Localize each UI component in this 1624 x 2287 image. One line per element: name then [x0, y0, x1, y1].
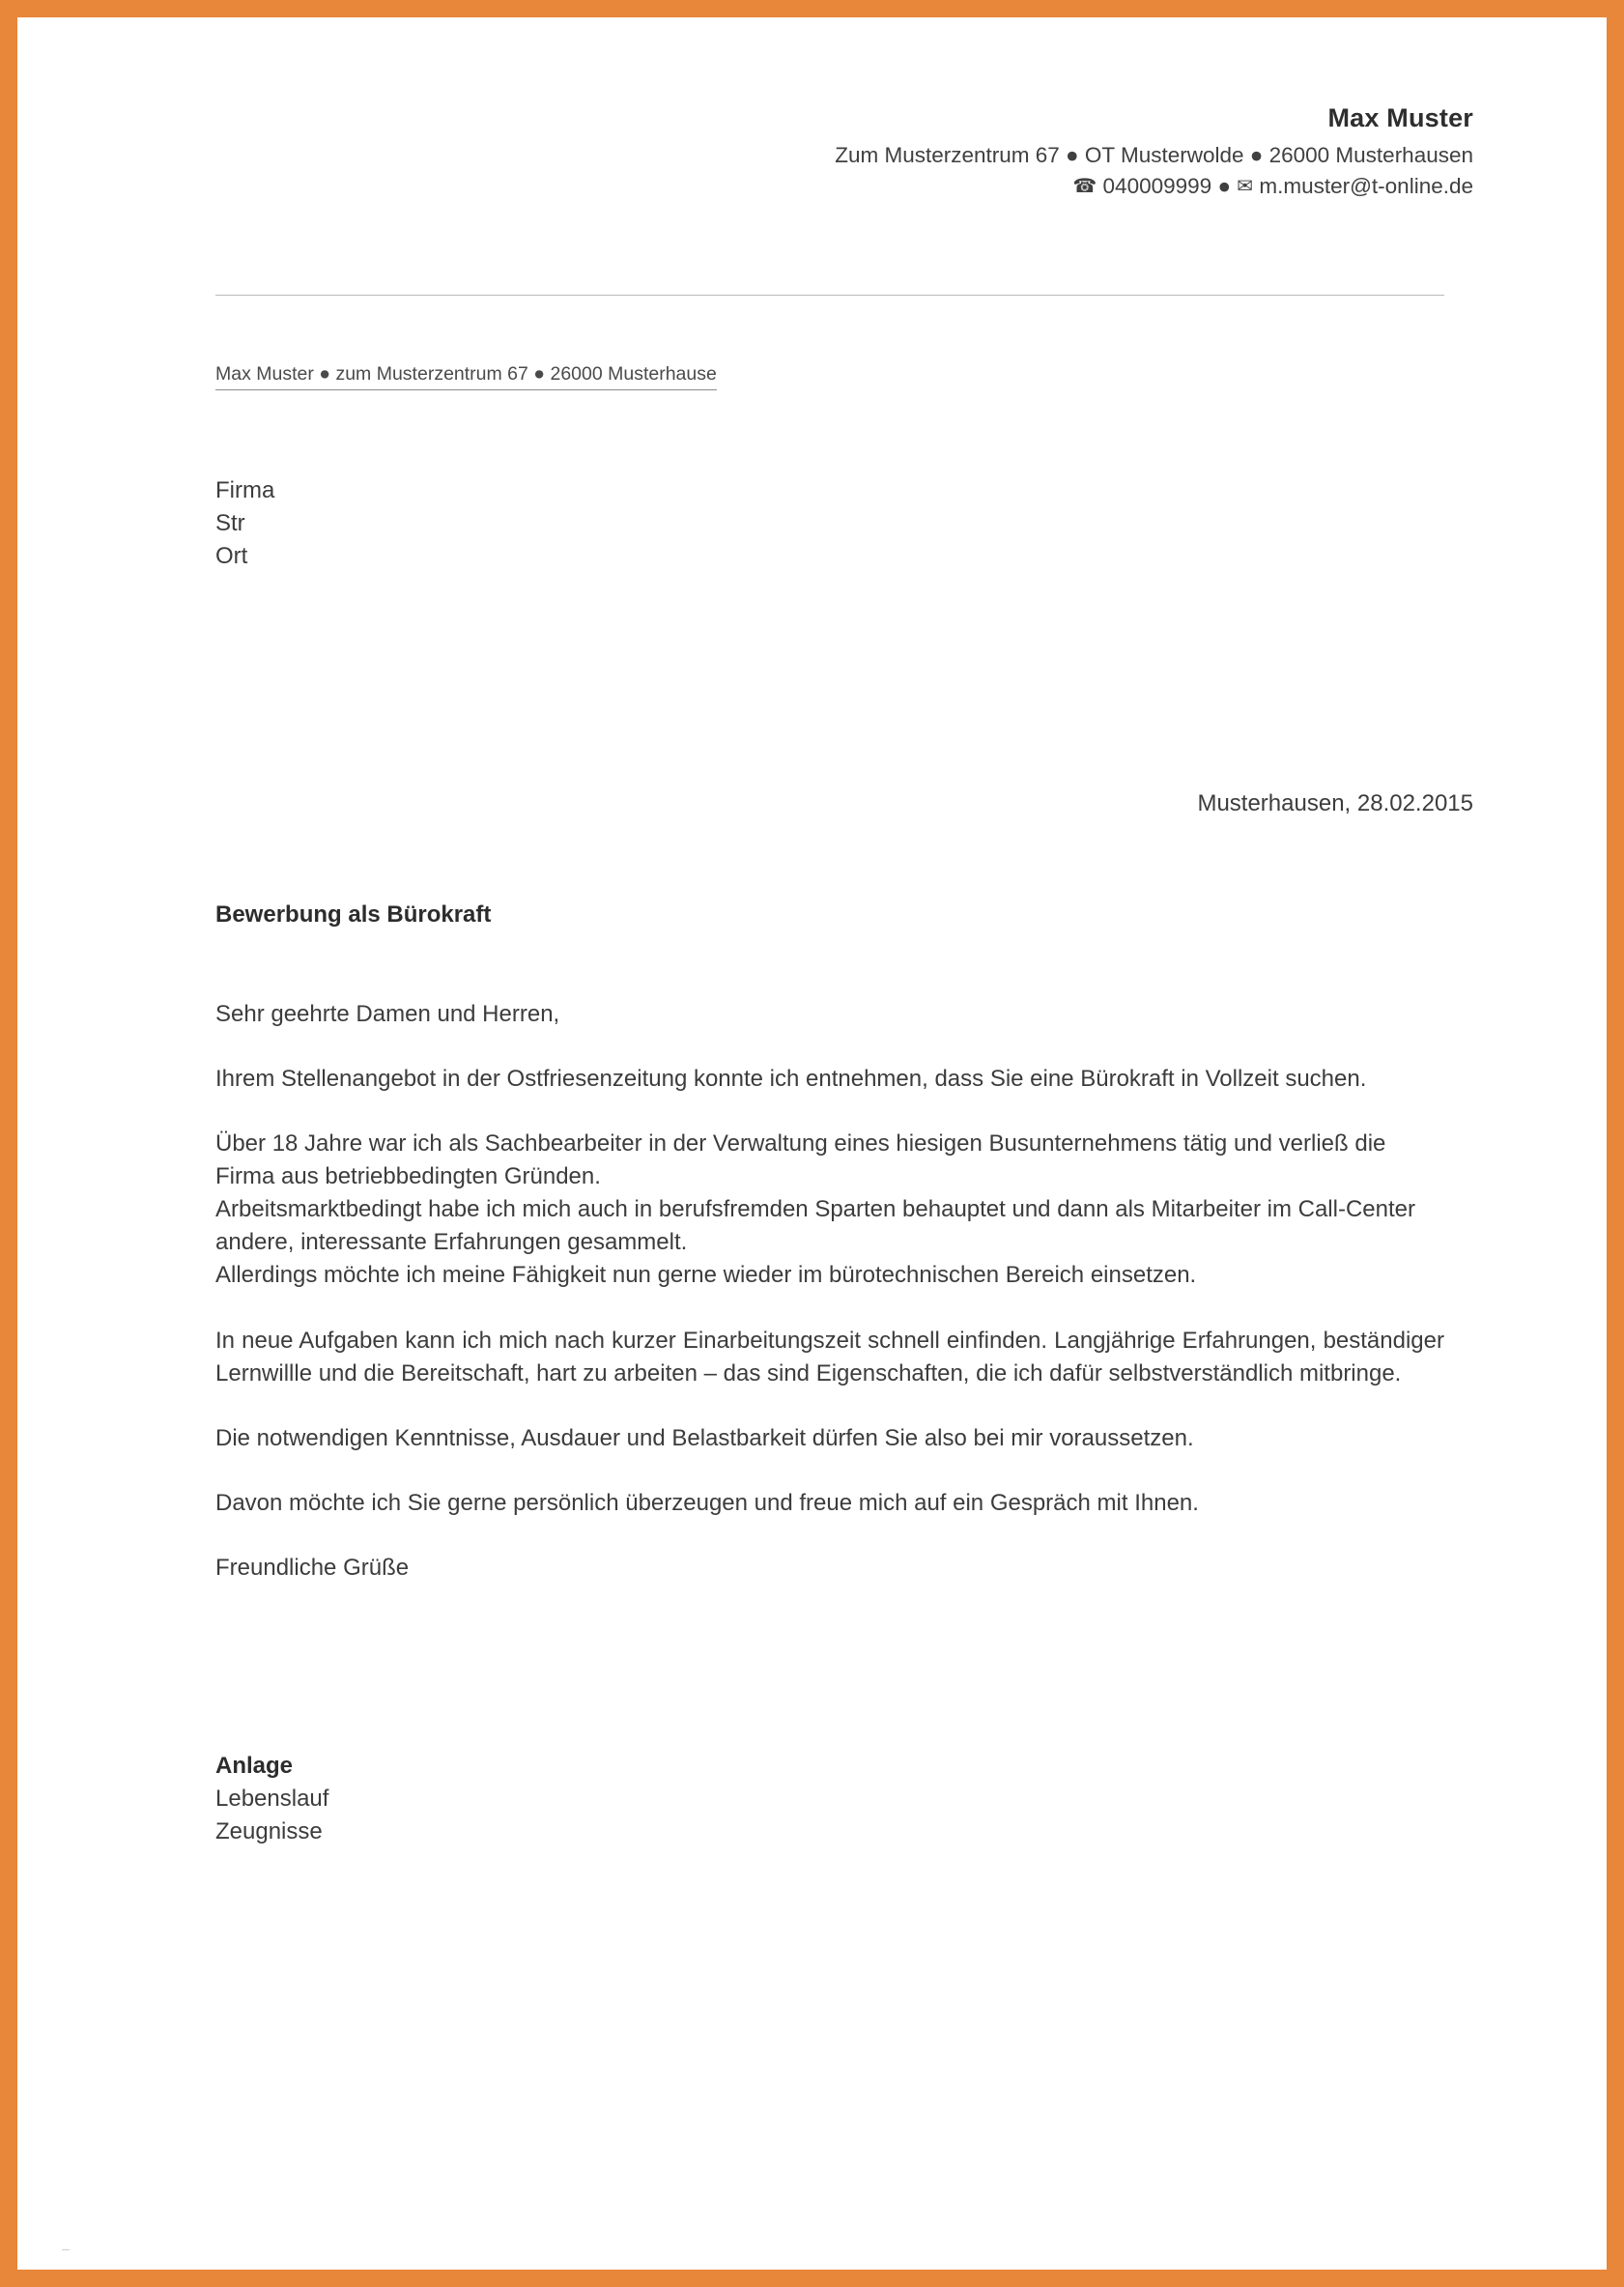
recipient-street: Str — [215, 510, 245, 537]
letterhead — [835, 102, 1473, 203]
closing-line: Freundliche Grüße — [215, 1554, 410, 1581]
sender-email: m.muster@t-online.de — [1259, 174, 1473, 199]
body-paragraph-3: Arbeitsmarktbedingt habe ich mich auch in berufsfremden Sparten behauptet und dann als Mitarbeiter im Call-Center andere, interessante Erfahrungen gesammelt. — [215, 1196, 1415, 1256]
body-paragraph-5: In neue Aufgaben kann ich mich nach kurzer Einarbeitungszeit schnell einfinden. Langjährige Erfahrungen, beständiger Lernwillle und die Bereitschaft, hart zu arbeiten – das sind Eigenschaften, die ich dafür selbstverständlich mitbringe. — [215, 1327, 1444, 1386]
sender-contact — [835, 171, 1473, 203]
recipient-company: Firma — [215, 477, 275, 503]
recipient-city: Ort — [215, 543, 248, 570]
letter-body — [215, 998, 1444, 1616]
sender-name: Max Muster — [1327, 103, 1473, 132]
body-paragraph-6: Die notwendigen Kenntnisse, Ausdauer und Belastbarkeit dürfen Sie also bei mir voraussetzen. — [215, 1424, 1194, 1451]
return-address-line: Max Muster ● zum Musterzentrum 67 ● 26000 Musterhause — [215, 363, 717, 390]
envelope-icon: ✉ — [1237, 176, 1254, 198]
place-and-date: Musterhausen, 28.02.2015 — [1197, 790, 1473, 816]
header-divider — [215, 295, 1444, 296]
sender-phone: 040009999 — [1102, 174, 1212, 199]
body-paragraph-7: Davon möchte ich Sie gerne persönlich überzeugen und freue mich auf ein Gespräch mit Ihnen. — [215, 1489, 1199, 1516]
letter-content — [17, 17, 1607, 2270]
recipient-block — [215, 474, 274, 573]
attachments-block — [215, 1750, 328, 1848]
attachments-title: Anlage — [215, 1753, 294, 1779]
subject-line: Bewerbung als Bürokraft — [215, 901, 492, 928]
body-paragraph-1: Ihrem Stellenangebot in der Ostfriesenzeitung konnte ich entnehmen, dass Sie eine Bürokraft in Vollzeit suchen. — [215, 1066, 1367, 1093]
contact-separator: ● — [1217, 174, 1232, 199]
attachment-item-2: Zeugnisse — [215, 1818, 323, 1845]
document-paper — [17, 17, 1607, 2270]
body-paragraph-2: Über 18 Jahre war ich als Sachbearbeiter in der Verwaltung eines hiesigen Busunternehmens tätig und verließ die Firma aus betriebbedingten Gründen. — [215, 1130, 1386, 1190]
page-bottom-mark — [62, 2249, 70, 2250]
attachment-item-1: Lebenslauf — [215, 1786, 329, 1813]
body-paragraph-4: Allerdings möchte ich meine Fähigkeit nun gerne wieder im bürotechnischen Bereich einsetzen. — [215, 1262, 1197, 1289]
telephone-icon: ☎ — [1072, 176, 1097, 198]
sender-address: Zum Musterzentrum 67 ● OT Musterwolde ● 26000 Musterhausen — [835, 142, 1473, 167]
salutation: Sehr geehrte Damen und Herren, — [215, 1001, 560, 1027]
